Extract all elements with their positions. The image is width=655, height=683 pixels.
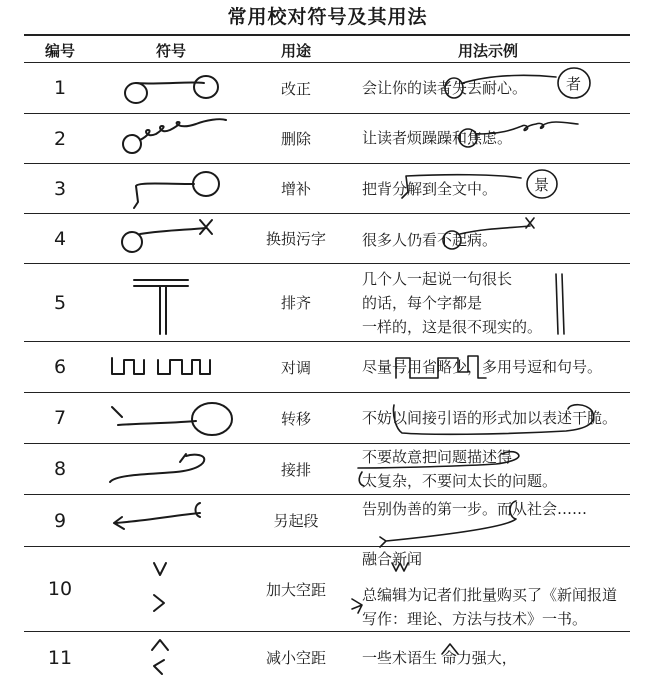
table-row (24, 63, 630, 113)
example-text: 让读者烦躁躁和焦虑。 (346, 114, 630, 163)
header-symbol: 符号 (155, 42, 186, 60)
row-number: 4 (53, 227, 67, 250)
increase-space-mark-icon (96, 547, 246, 631)
table-row (24, 114, 630, 163)
replace-damaged-mark-icon (96, 214, 246, 263)
row-number: 11 (47, 646, 73, 669)
use-label: 另起段 (273, 512, 319, 530)
use-label: 加大空距 (265, 580, 326, 599)
example-text: 不要故意把问题描述得 太复杂，不要问太长的问题。 (346, 444, 630, 494)
run-on-mark-icon (96, 444, 246, 494)
table-row (24, 214, 630, 263)
move-mark-icon (96, 393, 246, 443)
use-label: 改正 (280, 79, 311, 98)
row-number: 3 (53, 177, 67, 200)
header-number: 编号 (44, 42, 75, 60)
table-row (24, 632, 630, 683)
table-row (24, 264, 630, 341)
table-row (24, 495, 630, 546)
example-text: 融合新闻 总编辑为记者们批量购买了《新闻报道 写作：理论、方法与技术》一书。 (346, 547, 630, 631)
use-label: 对调 (280, 358, 311, 377)
correct-mark-icon (96, 63, 246, 113)
example-text: 几个人一起说一句很长 的话，每个字都是 一样的，这是很不现实的。 (346, 264, 630, 341)
row-number: 6 (53, 356, 67, 378)
row-number: 8 (53, 458, 67, 480)
svg-text:景: 景 (534, 176, 550, 194)
align-mark-icon (96, 264, 246, 341)
table-row (24, 164, 630, 213)
transpose-mark-icon (96, 342, 246, 392)
table-row (24, 547, 630, 631)
delete-mark-icon (96, 114, 246, 163)
page-title: 常用校对符号及其用法 (227, 6, 428, 28)
row-number: 1 (53, 77, 67, 99)
use-label: 换损污字 (265, 230, 326, 248)
row-number: 5 (53, 291, 67, 314)
use-label: 排齐 (280, 294, 311, 312)
example-text: 尽量号用省略少，多用号逗和句号。 (362, 358, 603, 376)
example-text: 一些术语生 命力强大， (346, 632, 630, 683)
table-top-rule (24, 34, 630, 36)
example-text: 把背分解到全文中。 景 (346, 164, 630, 213)
use-label: 接排 (280, 460, 311, 479)
use-label: 增补 (280, 180, 311, 198)
example-text: 很多人仍看不起病。 (346, 214, 630, 263)
example-text: 不妨以间接引语的形式加以表述干脆。 (346, 393, 630, 443)
row-number: 2 (53, 127, 67, 150)
use-label: 减小空距 (265, 649, 326, 667)
table-row (24, 393, 630, 443)
header-example: 用法示例 (457, 42, 518, 60)
svg-text:者: 者 (566, 75, 582, 93)
use-label: 删除 (280, 130, 311, 148)
decrease-space-mark-icon (96, 632, 246, 683)
example-text: 告别伪善的第一步。而从社会…… (346, 495, 630, 546)
insert-mark-icon (96, 164, 246, 213)
table-row (24, 342, 630, 392)
new-paragraph-mark-icon (96, 495, 246, 546)
row-number: 7 (53, 407, 67, 429)
row-number: 9 (53, 509, 67, 532)
header-use: 用途 (280, 42, 311, 60)
row-number: 10 (47, 578, 73, 600)
example-text: 会让你的读者失去耐心。 者 (346, 63, 630, 113)
use-label: 转移 (280, 409, 311, 428)
table-row (24, 444, 630, 494)
